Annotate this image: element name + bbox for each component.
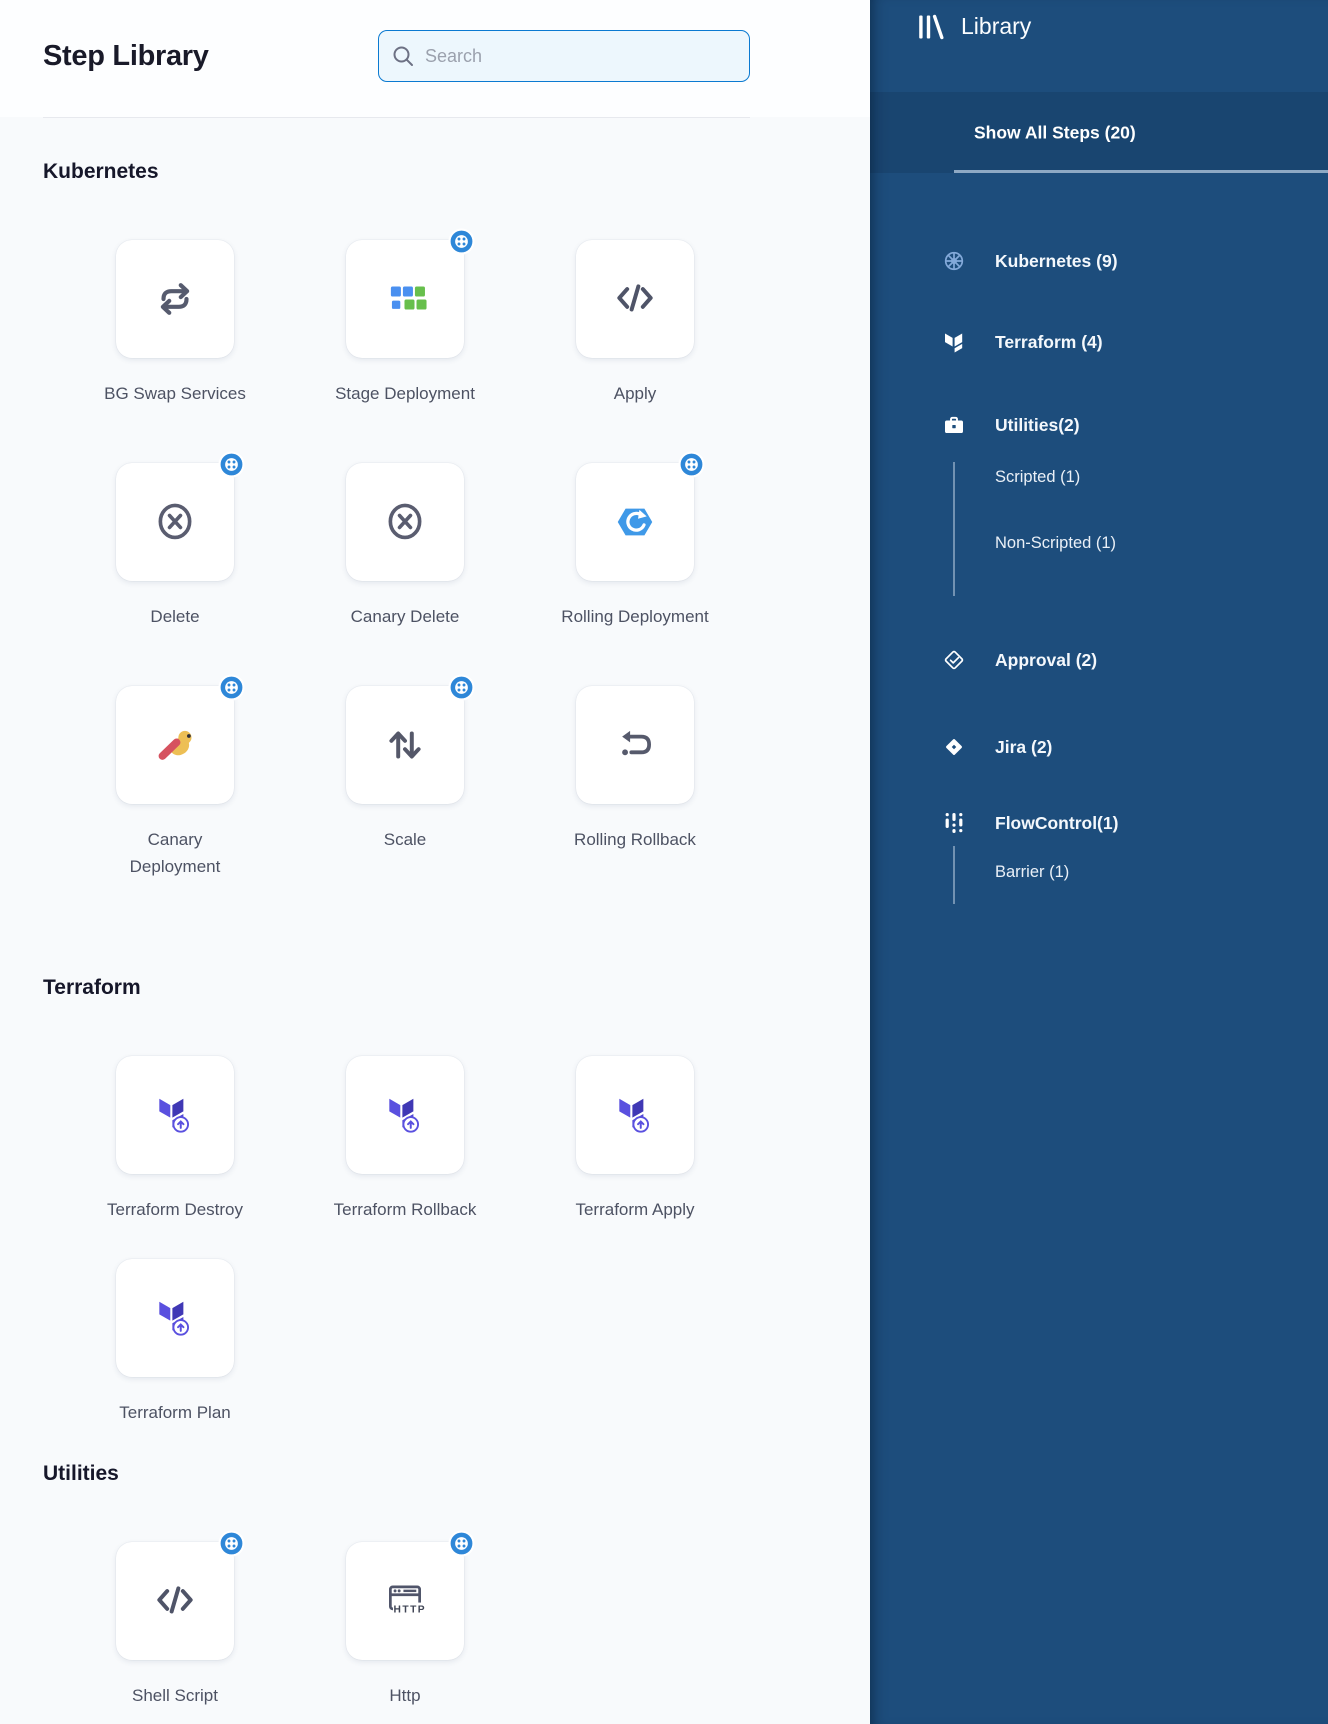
step-card-label: Terraform Plan <box>119 1403 231 1422</box>
http-browser-window-icon <box>382 1578 428 1624</box>
step-card-delete[interactable] <box>116 463 234 581</box>
page-title: Step Library <box>43 39 209 72</box>
step-card-label: Canary Deployment <box>129 830 221 876</box>
step-cell <box>60 686 290 880</box>
tab-label: Show All Steps (20) <box>974 122 1136 142</box>
sidebar-subitem-scripted[interactable] <box>995 463 1080 491</box>
step-card-apply[interactable] <box>576 240 694 358</box>
step-card-label: BG Swap Services <box>104 384 246 403</box>
code-brackets-icon <box>152 1578 198 1624</box>
step-card-label: Terraform Rollback <box>333 1200 477 1219</box>
swap-arrows-icon <box>152 276 198 322</box>
terraform-logo-icon <box>152 1295 198 1341</box>
kubernetes-badge-icon <box>448 1530 475 1557</box>
canary-bird-icon <box>152 722 198 768</box>
step-card-label: Terraform Apply <box>575 1200 695 1219</box>
step-card-http[interactable] <box>346 1542 464 1660</box>
step-card-label: Rolling Deployment <box>561 607 709 626</box>
search-icon <box>391 44 415 68</box>
sidebar-subitem-label: Barrier (1) <box>995 862 1070 881</box>
panel-header <box>43 0 750 82</box>
tree-connector-line <box>953 846 955 904</box>
utilities-card-grid <box>60 1542 750 1709</box>
section-heading-kubernetes: Kubernetes <box>43 160 159 183</box>
kubernetes-badge-icon <box>218 451 245 478</box>
step-card-shell-script[interactable] <box>116 1542 234 1660</box>
step-cell <box>60 1259 290 1426</box>
step-card-label: Scale <box>383 830 427 849</box>
step-card-label: Shell Script <box>132 1686 218 1705</box>
step-cell <box>290 240 520 407</box>
search-box <box>378 30 750 82</box>
kubernetes-badge-icon <box>448 674 475 701</box>
step-cell <box>290 463 520 630</box>
flow-control-sliders-icon <box>943 812 965 834</box>
terraform-logo-icon <box>152 1092 198 1138</box>
step-card-terraform-apply[interactable] <box>576 1056 694 1174</box>
terraform-logo-icon <box>612 1092 658 1138</box>
step-cell <box>520 686 750 880</box>
approval-check-diamond-icon <box>943 649 965 671</box>
step-cell <box>520 1056 750 1223</box>
sidebar-item-approval[interactable] <box>943 646 1097 674</box>
search-input[interactable] <box>378 30 750 82</box>
library-books-icon <box>918 14 944 40</box>
section-heading-terraform: Terraform <box>43 976 141 999</box>
sidebar-item-label: Utilities(2) <box>995 414 1080 435</box>
sidebar-item-flowcontrol[interactable] <box>943 809 1118 837</box>
terraform-card-grid <box>60 1056 750 1426</box>
sidebar-item-label: Approval (2) <box>995 649 1098 670</box>
section-kubernetes <box>43 160 750 880</box>
briefcase-icon <box>943 414 965 436</box>
terraform-logo-icon <box>382 1092 428 1138</box>
rollback-arrow-icon <box>612 722 658 768</box>
sidebar-item-utilities[interactable] <box>943 411 1080 439</box>
step-card-stage-deployment[interactable] <box>346 240 464 358</box>
kubernetes-card-grid <box>60 240 750 880</box>
step-card-terraform-rollback[interactable] <box>346 1056 464 1174</box>
step-card-canary-deployment[interactable] <box>116 686 234 804</box>
step-cell <box>60 1056 290 1223</box>
step-card-label: Http <box>389 1686 421 1705</box>
stage-grid-squares-icon <box>382 276 428 322</box>
sidebar-item-label: FlowControl(1) <box>995 812 1119 833</box>
code-brackets-icon <box>612 276 658 322</box>
sidebar-item-jira[interactable] <box>943 733 1052 761</box>
step-card-scale[interactable] <box>346 686 464 804</box>
step-card-label: Delete <box>150 607 200 626</box>
sidebar-item-kubernetes[interactable] <box>943 247 1118 275</box>
step-card-terraform-destroy[interactable] <box>116 1056 234 1174</box>
kubernetes-badge-icon <box>448 228 475 255</box>
circle-x-icon <box>382 499 428 545</box>
step-cell <box>290 1056 520 1223</box>
sidebar-item-label: Jira (2) <box>995 736 1053 757</box>
step-card-bg-swap-services[interactable] <box>116 240 234 358</box>
kubernetes-badge-icon <box>218 1530 245 1557</box>
sidebar-subitem-barrier[interactable] <box>995 858 1069 886</box>
section-heading-utilities: Utilities <box>43 1462 119 1485</box>
library-header <box>918 13 1031 40</box>
sidebar-item-label: Terraform (4) <box>995 331 1103 352</box>
circle-x-icon <box>152 499 198 545</box>
step-cell <box>290 1542 520 1709</box>
divider <box>43 117 750 118</box>
step-card-label: Rolling Rollback <box>574 830 696 849</box>
up-down-arrows-icon <box>382 722 428 768</box>
sidebar-subitem-non-scripted[interactable] <box>995 529 1116 557</box>
step-cell <box>60 463 290 630</box>
step-cell <box>520 240 750 407</box>
tab-show-all-steps[interactable] <box>870 92 1328 173</box>
step-card-label: Stage Deployment <box>335 384 475 403</box>
step-cell <box>60 240 290 407</box>
section-utilities <box>43 1462 750 1709</box>
library-title: Library <box>961 13 1032 39</box>
step-card-label: Canary Delete <box>350 607 460 626</box>
kubernetes-badge-icon <box>678 451 705 478</box>
jira-diamond-icon <box>943 736 965 758</box>
terraform-mark-icon <box>943 331 965 353</box>
step-cell <box>60 1542 290 1709</box>
http-icon-text: HTTP <box>393 1604 427 1616</box>
sidebar-subitem-label: Scripted (1) <box>995 467 1081 486</box>
kubernetes-wheel-icon <box>943 250 965 272</box>
step-card-terraform-plan[interactable] <box>116 1259 234 1377</box>
tab-underline <box>954 170 1328 174</box>
kubernetes-badge-icon <box>218 674 245 701</box>
tree-connector-line <box>953 462 955 596</box>
section-terraform <box>43 976 750 1426</box>
sidebar-subitem-label: Non-Scripted (1) <box>995 533 1117 552</box>
step-card-rolling-rollback[interactable] <box>576 686 694 804</box>
hexagon-refresh-icon <box>612 499 658 545</box>
step-card-label: Terraform Destroy <box>106 1200 244 1219</box>
step-cell <box>290 686 520 880</box>
sidebar-item-label: Kubernetes (9) <box>995 250 1118 271</box>
step-card-canary-delete[interactable] <box>346 463 464 581</box>
library-sidebar <box>870 0 1328 1724</box>
step-cell <box>520 463 750 630</box>
sidebar-item-terraform[interactable] <box>943 328 1103 356</box>
step-card-label: Apply <box>613 384 657 403</box>
step-card-rolling-deployment[interactable] <box>576 463 694 581</box>
